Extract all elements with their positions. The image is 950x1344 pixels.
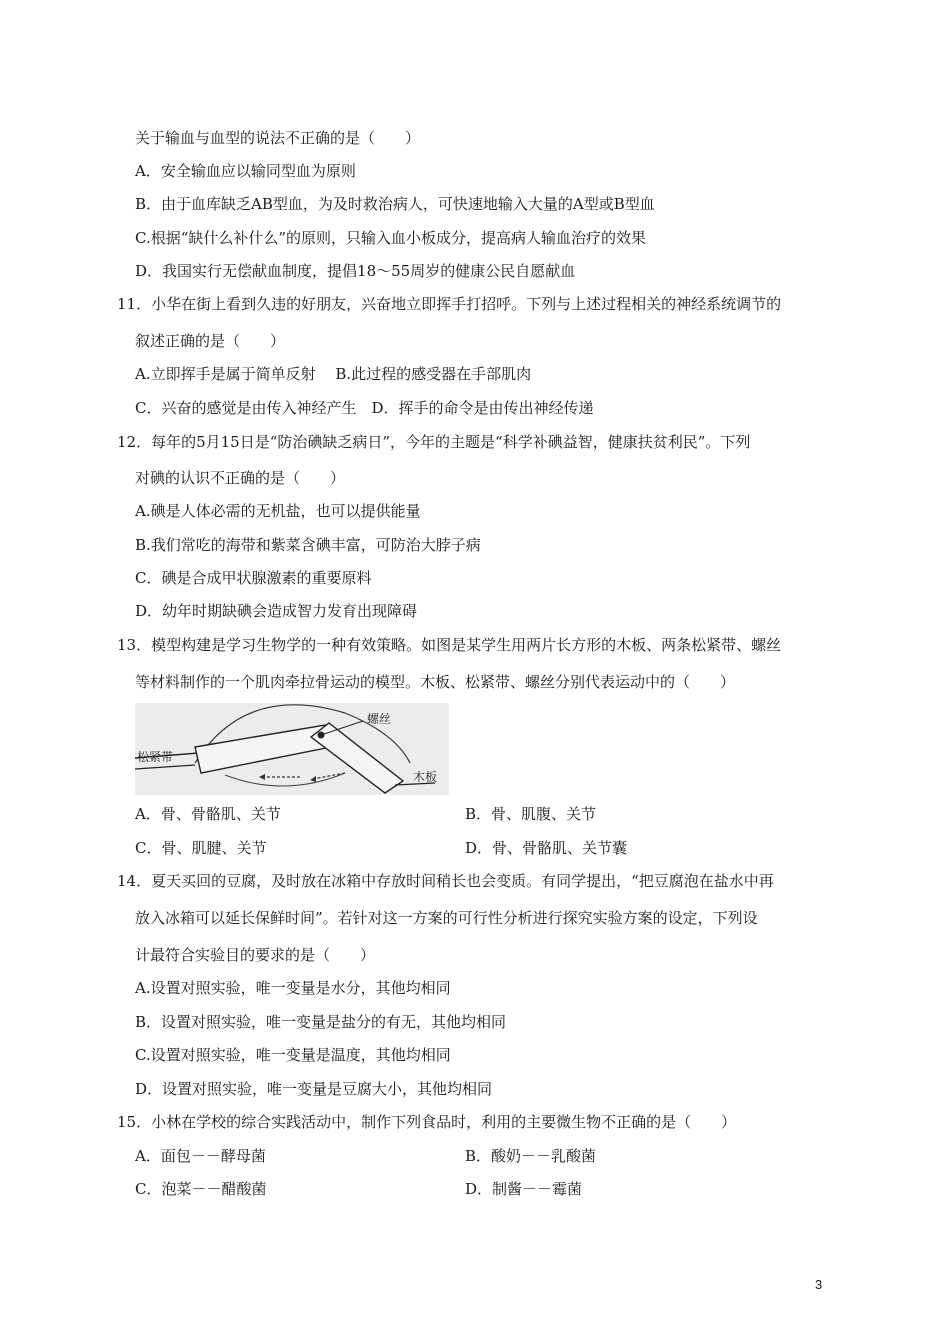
q12-option-c: C．碘是合成甲状腺激素的重要原料 — [135, 569, 372, 587]
q13-option-b: B．骨、肌腹、关节 — [465, 805, 597, 823]
q14-stem-line3: 计最符合实验目的要求的是（ ） — [135, 946, 376, 964]
q14-stem-line2: 放入冰箱可以延长保鲜时间”。若针对这一方案的可行性分析进行探究实验方案的设定，下列设 — [135, 909, 758, 927]
q10-option-c: C.根据“缺什么补什么”的原则，只输入血小板成分，提高病人输血治疗的效果 — [135, 229, 647, 247]
q11-options-row2: C．兴奋的感觉是由传入神经产生 D．挥手的命令是由传出神经传递 — [135, 399, 594, 417]
q10-option-d: D．我国实行无偿献血制度，提倡18～55周岁的健康公民自愿献血 — [135, 262, 576, 280]
q13-option-a: A．骨、骨骼肌、关节 — [135, 805, 281, 823]
q13-stem-line2: 等材料制作的一个肌肉牵拉骨运动的模型。木板、松紧带、螺丝分别代表运动中的（ ） — [135, 673, 736, 691]
q14-stem-line1: 14．夏天买回的豆腐，及时放在冰箱中存放时间稍长也会变质。有同学提出，“把豆腐泡在盐水中再 — [117, 872, 774, 890]
muscle-model-figure — [135, 703, 449, 795]
q15-option-a: A．面包－－酵母菌 — [135, 1147, 266, 1165]
q10-stem: 关于输血与血型的说法不正确的是（ ） — [135, 129, 421, 147]
q15-option-c: C．泡菜－－醋酸菌 — [135, 1180, 267, 1198]
label-screw: 螺丝 — [367, 712, 392, 726]
q15-stem: 15．小林在学校的综合实践活动中，制作下列食品时，利用的主要微生物不正确的是（ ） — [117, 1113, 737, 1131]
q12-stem-line1: 12．每年的5月15日是“防治碘缺乏病日”，今年的主题是“科学补碘益智，健康扶贫利民”。下列 — [117, 433, 751, 451]
q12-option-b: B.我们常吃的海带和紫菜含碘丰富，可防治大脖子病 — [135, 536, 481, 554]
q11-stem-line2: 叙述正确的是（ ） — [135, 332, 286, 350]
label-board: 木板 — [413, 770, 438, 784]
q12-option-a: A.碘是人体必需的无机盐，也可以提供能量 — [135, 502, 421, 520]
q11-options-row1: A.立即挥手是属于简单反射 B.此过程的感受器在手部肌肉 — [135, 365, 532, 383]
q13-stem-line1: 13．模型构建是学习生物学的一种有效策略。如图是某学生用两片长方形的木板、两条松紧带、螺丝 — [117, 636, 782, 654]
q14-option-a: A.设置对照实验，唯一变量是水分，其他均相同 — [135, 979, 451, 997]
q14-option-d: D．设置对照实验，唯一变量是豆腐大小，其他均相同 — [135, 1080, 493, 1098]
q10-option-a: A．安全输血应以输同型血为原则 — [135, 162, 356, 180]
q12-stem-line2: 对碘的认识不正确的是（ ） — [135, 469, 346, 487]
q15-option-b: B．酸奶－－乳酸菌 — [465, 1147, 597, 1165]
q15-option-d: D．制酱－－霉菌 — [465, 1180, 583, 1198]
q11-stem-line1: 11．小华在街上看到久违的好朋友，兴奋地立即挥手打招呼。下列与上述过程相关的神经系统调节的 — [117, 295, 782, 313]
q14-option-b: B．设置对照实验，唯一变量是盐分的有无，其他均相同 — [135, 1013, 507, 1031]
q13-option-d: D．骨、骨骼肌、关节囊 — [465, 839, 628, 857]
page-number: 3 — [815, 1277, 823, 1292]
q13-option-c: C．骨、肌腱、关节 — [135, 839, 267, 857]
q14-option-c: C.设置对照实验，唯一变量是温度，其他均相同 — [135, 1046, 451, 1064]
q12-option-d: D．幼年时期缺碘会造成智力发育出现障碍 — [135, 602, 418, 620]
q10-option-b: B．由于血库缺乏AB型血，为及时救治病人，可快速地输入大量的A型或B型血 — [135, 195, 655, 213]
label-band: 松紧带 — [137, 750, 174, 764]
